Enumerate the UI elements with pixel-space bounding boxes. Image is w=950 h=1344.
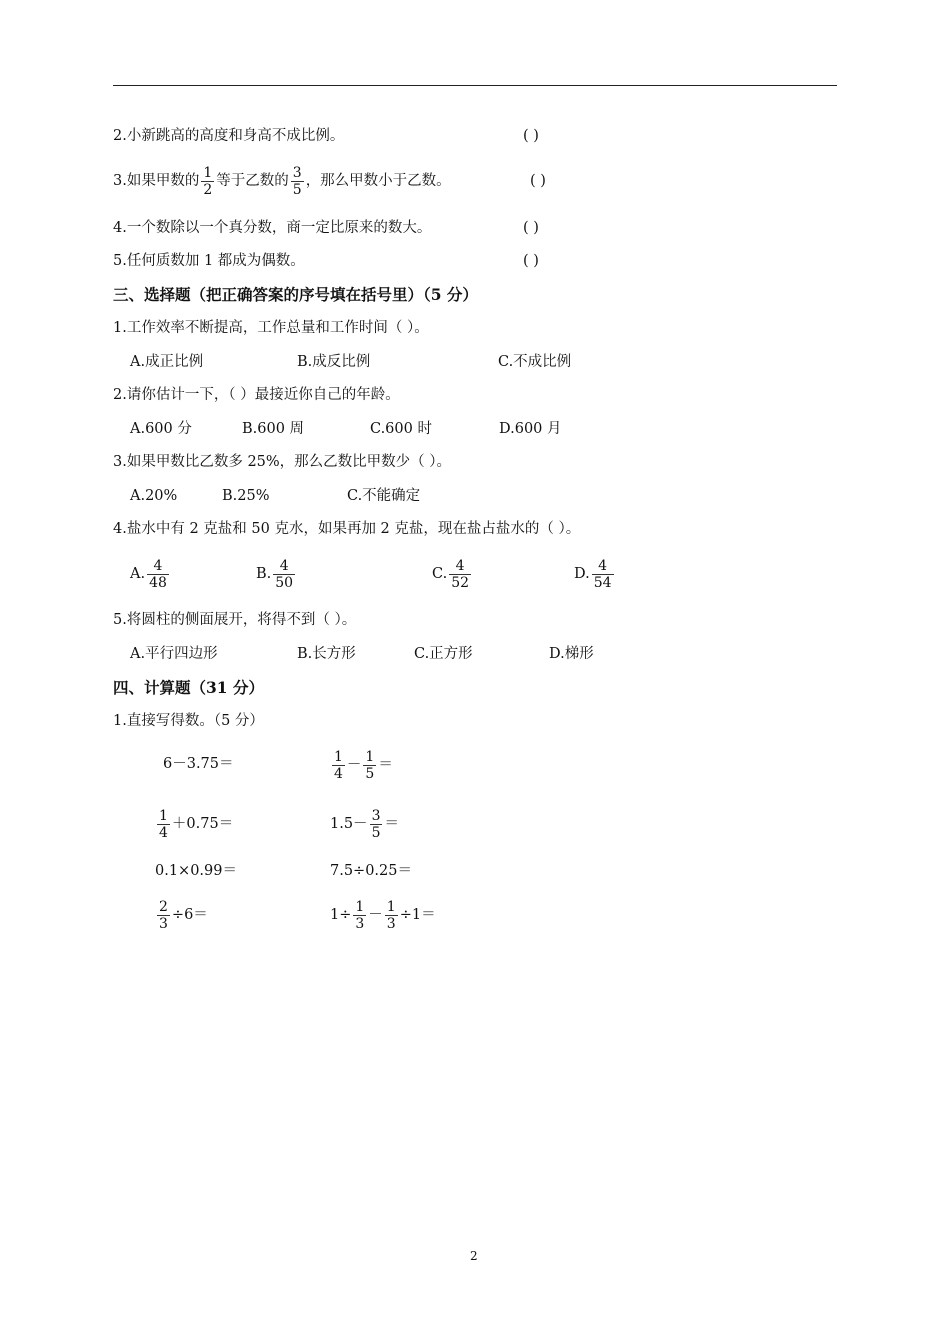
- fraction: $\frac{4}{54}$: [593, 557, 612, 591]
- header-rule: [113, 85, 837, 86]
- option: C.600 时: [370, 421, 432, 437]
- answer-paren: ( ): [523, 128, 539, 144]
- page-number: 2: [470, 1249, 478, 1263]
- option: A.20%: [130, 488, 178, 504]
- choice-q5: 5.将圆柱的侧面展开，将得不到（ ）。: [113, 612, 357, 628]
- option: D.600 月: [499, 421, 562, 437]
- option: A.平行四边形: [130, 646, 218, 662]
- fraction: $\frac{3}{5}$: [292, 164, 302, 198]
- option: B. $\frac{4}{50}$: [256, 557, 294, 591]
- option: B.600 周: [242, 421, 305, 437]
- option: C.不成比例: [498, 354, 572, 370]
- option: C. $\frac{4}{52}$: [432, 557, 470, 591]
- calc-expression: 7.5÷0.25＝: [330, 863, 412, 879]
- option: C.正方形: [414, 646, 473, 662]
- calc-expression: $\frac{1}{4}$ － $\frac{1}{5}$ ＝: [334, 748, 393, 782]
- answer-paren: ( ): [530, 173, 546, 189]
- answer-paren: ( ): [523, 220, 539, 236]
- fraction: $\frac{4}{50}$: [275, 557, 294, 591]
- judge-q2: 2.小新跳高的高度和身高不成比例。: [113, 128, 345, 144]
- q3-text-c: ，那么甲数小于乙数。: [305, 173, 451, 189]
- option: D.梯形: [549, 646, 594, 662]
- fraction: $\frac{1}{2}$: [203, 164, 213, 198]
- judge-q3: [113, 160, 451, 202]
- judge-q5: 5.任何质数加 1 都成为偶数。: [113, 253, 305, 269]
- choice-q2: 2.请你估计一下，（ ）最接近你自己的年龄。: [113, 387, 400, 403]
- fraction: $\frac{4}{52}$: [451, 557, 470, 591]
- q3-text-b: 等于乙数的: [216, 173, 289, 189]
- calc-expression: $\frac{2}{3}$ ÷6＝: [159, 898, 208, 932]
- option: C.不能确定: [347, 488, 421, 504]
- option: B.25%: [222, 488, 270, 504]
- q3-text-a: 3.如果甲数的: [113, 173, 200, 189]
- answer-paren: ( ): [523, 253, 539, 269]
- fraction: $\frac{4}{48}$: [149, 557, 167, 591]
- judge-q4: 4.一个数除以一个真分数，商一定比原来的数大。: [113, 220, 432, 236]
- calc-expression: 0.1×0.99＝: [155, 863, 237, 879]
- fraction: $\frac{1}{3}$: [386, 898, 396, 932]
- option: B.成反比例: [297, 354, 371, 370]
- calc-expression: $\frac{1}{4}$ ＋0.75＝: [159, 807, 234, 841]
- option: A.600 分: [130, 421, 192, 437]
- calc-expression: 6－3.75＝: [163, 756, 234, 772]
- option: B.长方形: [297, 646, 356, 662]
- fraction: $\frac{3}{5}$: [371, 807, 381, 841]
- option: A.成正比例: [130, 354, 204, 370]
- section-heading: 三、选择题（把正确答案的序号填在括号里）（5 分）: [113, 285, 478, 304]
- fraction: $\frac{1}{3}$: [355, 898, 365, 932]
- calc-subheading: 1.直接写得数。（5 分）: [113, 713, 264, 729]
- choice-q3: 3.如果甲数比乙数多 25%，那么乙数比甲数少（ ）。: [113, 454, 452, 470]
- option: A. $\frac{4}{48}$: [130, 557, 167, 591]
- fraction: $\frac{1}{5}$: [365, 748, 375, 782]
- calc-expression: 1.5－ $\frac{3}{5}$ ＝: [330, 807, 399, 841]
- choice-q1: 1.工作效率不断提高，工作总量和工作时间（ ）。: [113, 320, 429, 336]
- calc-expression: 1÷ $\frac{1}{3}$ － $\frac{1}{3}$ ÷1＝: [330, 898, 436, 932]
- section-heading: 四、计算题（31 分）: [113, 678, 264, 697]
- fraction: $\frac{2}{3}$: [159, 898, 168, 932]
- choice-q4: 4.盐水中有 2 克盐和 50 克水，如果再加 2 克盐，现在盐占盐水的（ ）。: [113, 521, 581, 537]
- option: D. $\frac{4}{54}$: [574, 557, 612, 591]
- fraction: $\frac{1}{4}$: [159, 807, 168, 841]
- fraction: $\frac{1}{4}$: [334, 748, 343, 782]
